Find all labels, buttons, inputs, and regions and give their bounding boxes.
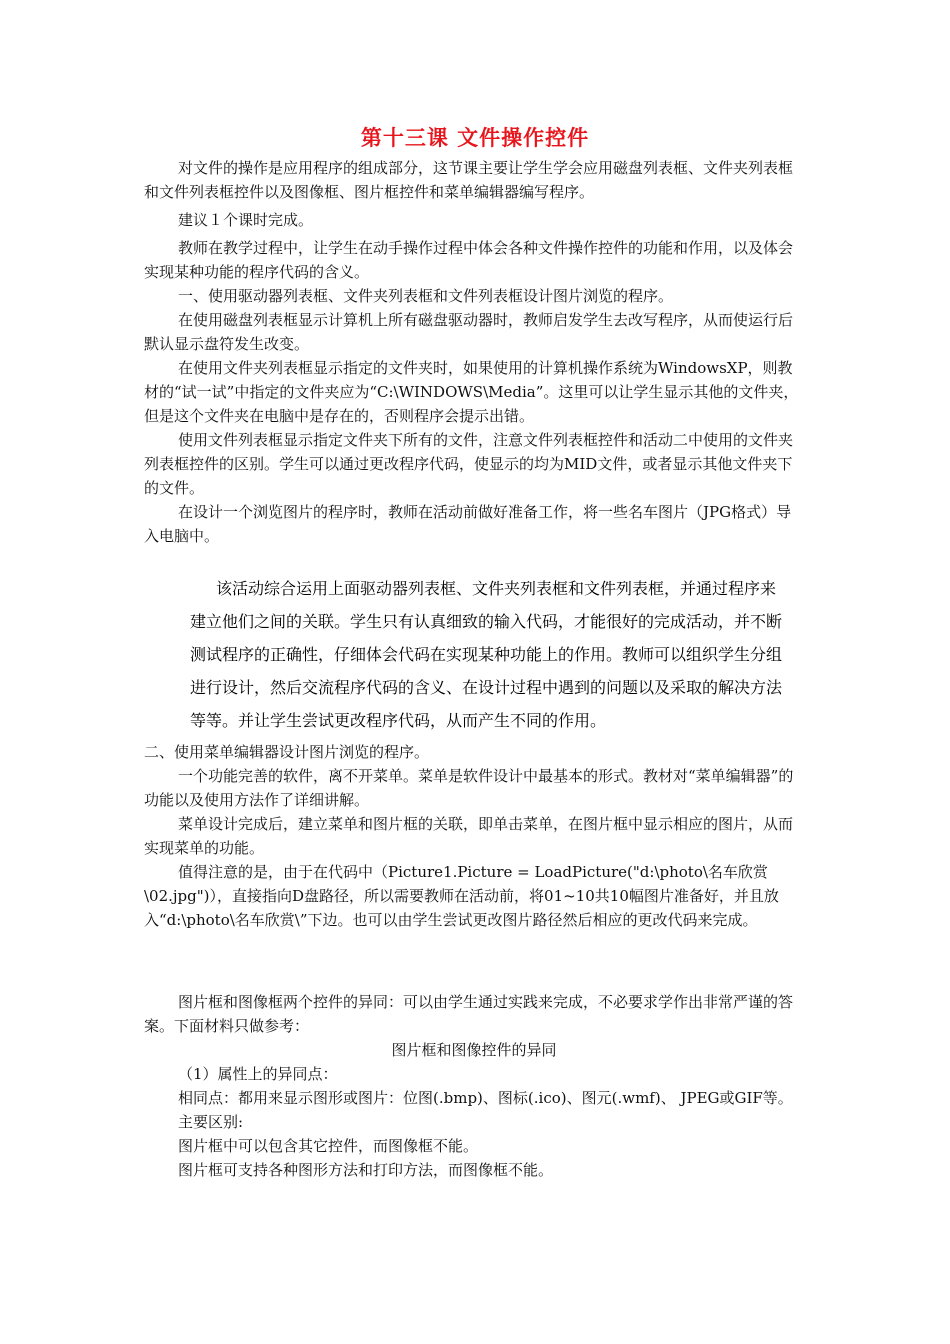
- activity-note-text: 该活动综合运用上面驱动器列表框、文件夹列表框和文件列表框，并通过程序来建立他们之间的关联。学生只有认真细致的输入代码，才能很好的完成活动，并不断测试程序的正确性，仔细体会代码在实现某种功能上的作用。教师可以组织学生分组进行设计，然后交流程序代码的含义、在设计过程中遇到的问题以及采取的解决方法等等。并让学生尝试更改程序代码，从而产生不同的作用。: [190, 579, 783, 730]
- menu-paragraph-1: 一个功能完善的软件，离不开菜单。菜单是软件设计中最基本的形式。教材对“菜单编辑器”的功能以及使用方法作了详细讲解。: [144, 767, 794, 809]
- diff-heading: 主要区别:: [178, 1113, 244, 1131]
- compare-subtitle: 图片框和图像控件的异同: [391, 1041, 557, 1059]
- menu-section: [144, 740, 804, 932]
- compare-section: [144, 990, 804, 1182]
- browse-paragraph: 在设计一个浏览图片的程序时，教师在活动前做好准备工作，将一些名车图片（JPG格式）导入电脑中。: [144, 503, 792, 545]
- page-title: 第十三课 文件操作控件: [360, 126, 590, 150]
- section2-heading: 二、使用菜单编辑器设计图片浏览的程序。: [144, 743, 430, 761]
- folder-paragraph: 在使用文件夹列表框显示指定的文件夹时，如果使用的计算机操作系统为WindowsXP，则教材的“试一试”中指定的文件夹应为“C:\WINDOWS\Media”。这里可以让学生显示其他的文件夹，但是这个文件夹在电脑中是存在的，否则程序会提示出错。: [144, 359, 799, 425]
- time-paragraph: 建议１个课时完成。: [178, 211, 314, 229]
- activity-note-image: [190, 572, 790, 737]
- menu-paragraph-2: 菜单设计完成后，建立菜单和图片框的关联，即单击菜单，在图片框中显示相应的图片，从而实现菜单的功能。: [144, 815, 794, 857]
- diff-item-1: 图片框中可以包含其它控件，而图像框不能。: [178, 1137, 479, 1155]
- attr-heading: （1）属性上的异同点：: [178, 1065, 338, 1083]
- compare-paragraph: 图片框和图像框两个控件的异同：可以由学生通过实践来完成，不必要求学作出非常严谨的答案。下面材料只做参考：: [144, 993, 794, 1035]
- intro-paragraph: 对文件的操作是应用程序的组成部分，这节课主要让学生学会应用磁盘列表框、文件夹列表框和文件列表框控件以及图像框、图片框控件和菜单编辑器编写程序。: [144, 159, 794, 201]
- intro-section: [144, 156, 804, 548]
- teacher-paragraph: 教师在教学过程中，让学生在动手操作过程中体会各种文件操作控件的功能和作用，以及体会实现某种功能的程序代码的含义。: [144, 239, 794, 281]
- drive-paragraph: 在使用磁盘列表框显示计算机上所有磁盘驱动器时，教师启发学生去改写程序，从而使运行后默认显示盘符发生改变。: [144, 311, 794, 353]
- same-paragraph: 相同点：都用来显示图形或图片：位图(.bmp)、图标(.ico)、图元(.wmf)、 JPEG或GIF等。: [178, 1089, 793, 1107]
- filelist-paragraph: 使用文件列表框显示指定文件夹下所有的文件，注意文件列表框控件和活动二中使用的文件夹列表框控件的区别。学生可以通过更改程序代码，使显示的均为MID文件，或者显示其他文件夹下的文件。: [144, 431, 794, 497]
- note-paragraph: 值得注意的是，由于在代码中（Picture1.Picture = LoadPicture("d:\photo\名车欣赏\02.jpg")），直接指向D盘路径，所以需要教师在活动前，将01~10共10幅图片准备好，并且放入“d:\photo\名车欣赏\”下边。也可以由学生尝试更改图片路径然后相应的更改代码来完成。: [144, 863, 779, 929]
- section1-heading: 一、使用驱动器列表框、文件夹列表框和文件列表框设计图片浏览的程序。: [178, 287, 674, 305]
- diff-item-2: 图片框可支持各种图形方法和打印方法，而图像框不能。: [178, 1161, 554, 1179]
